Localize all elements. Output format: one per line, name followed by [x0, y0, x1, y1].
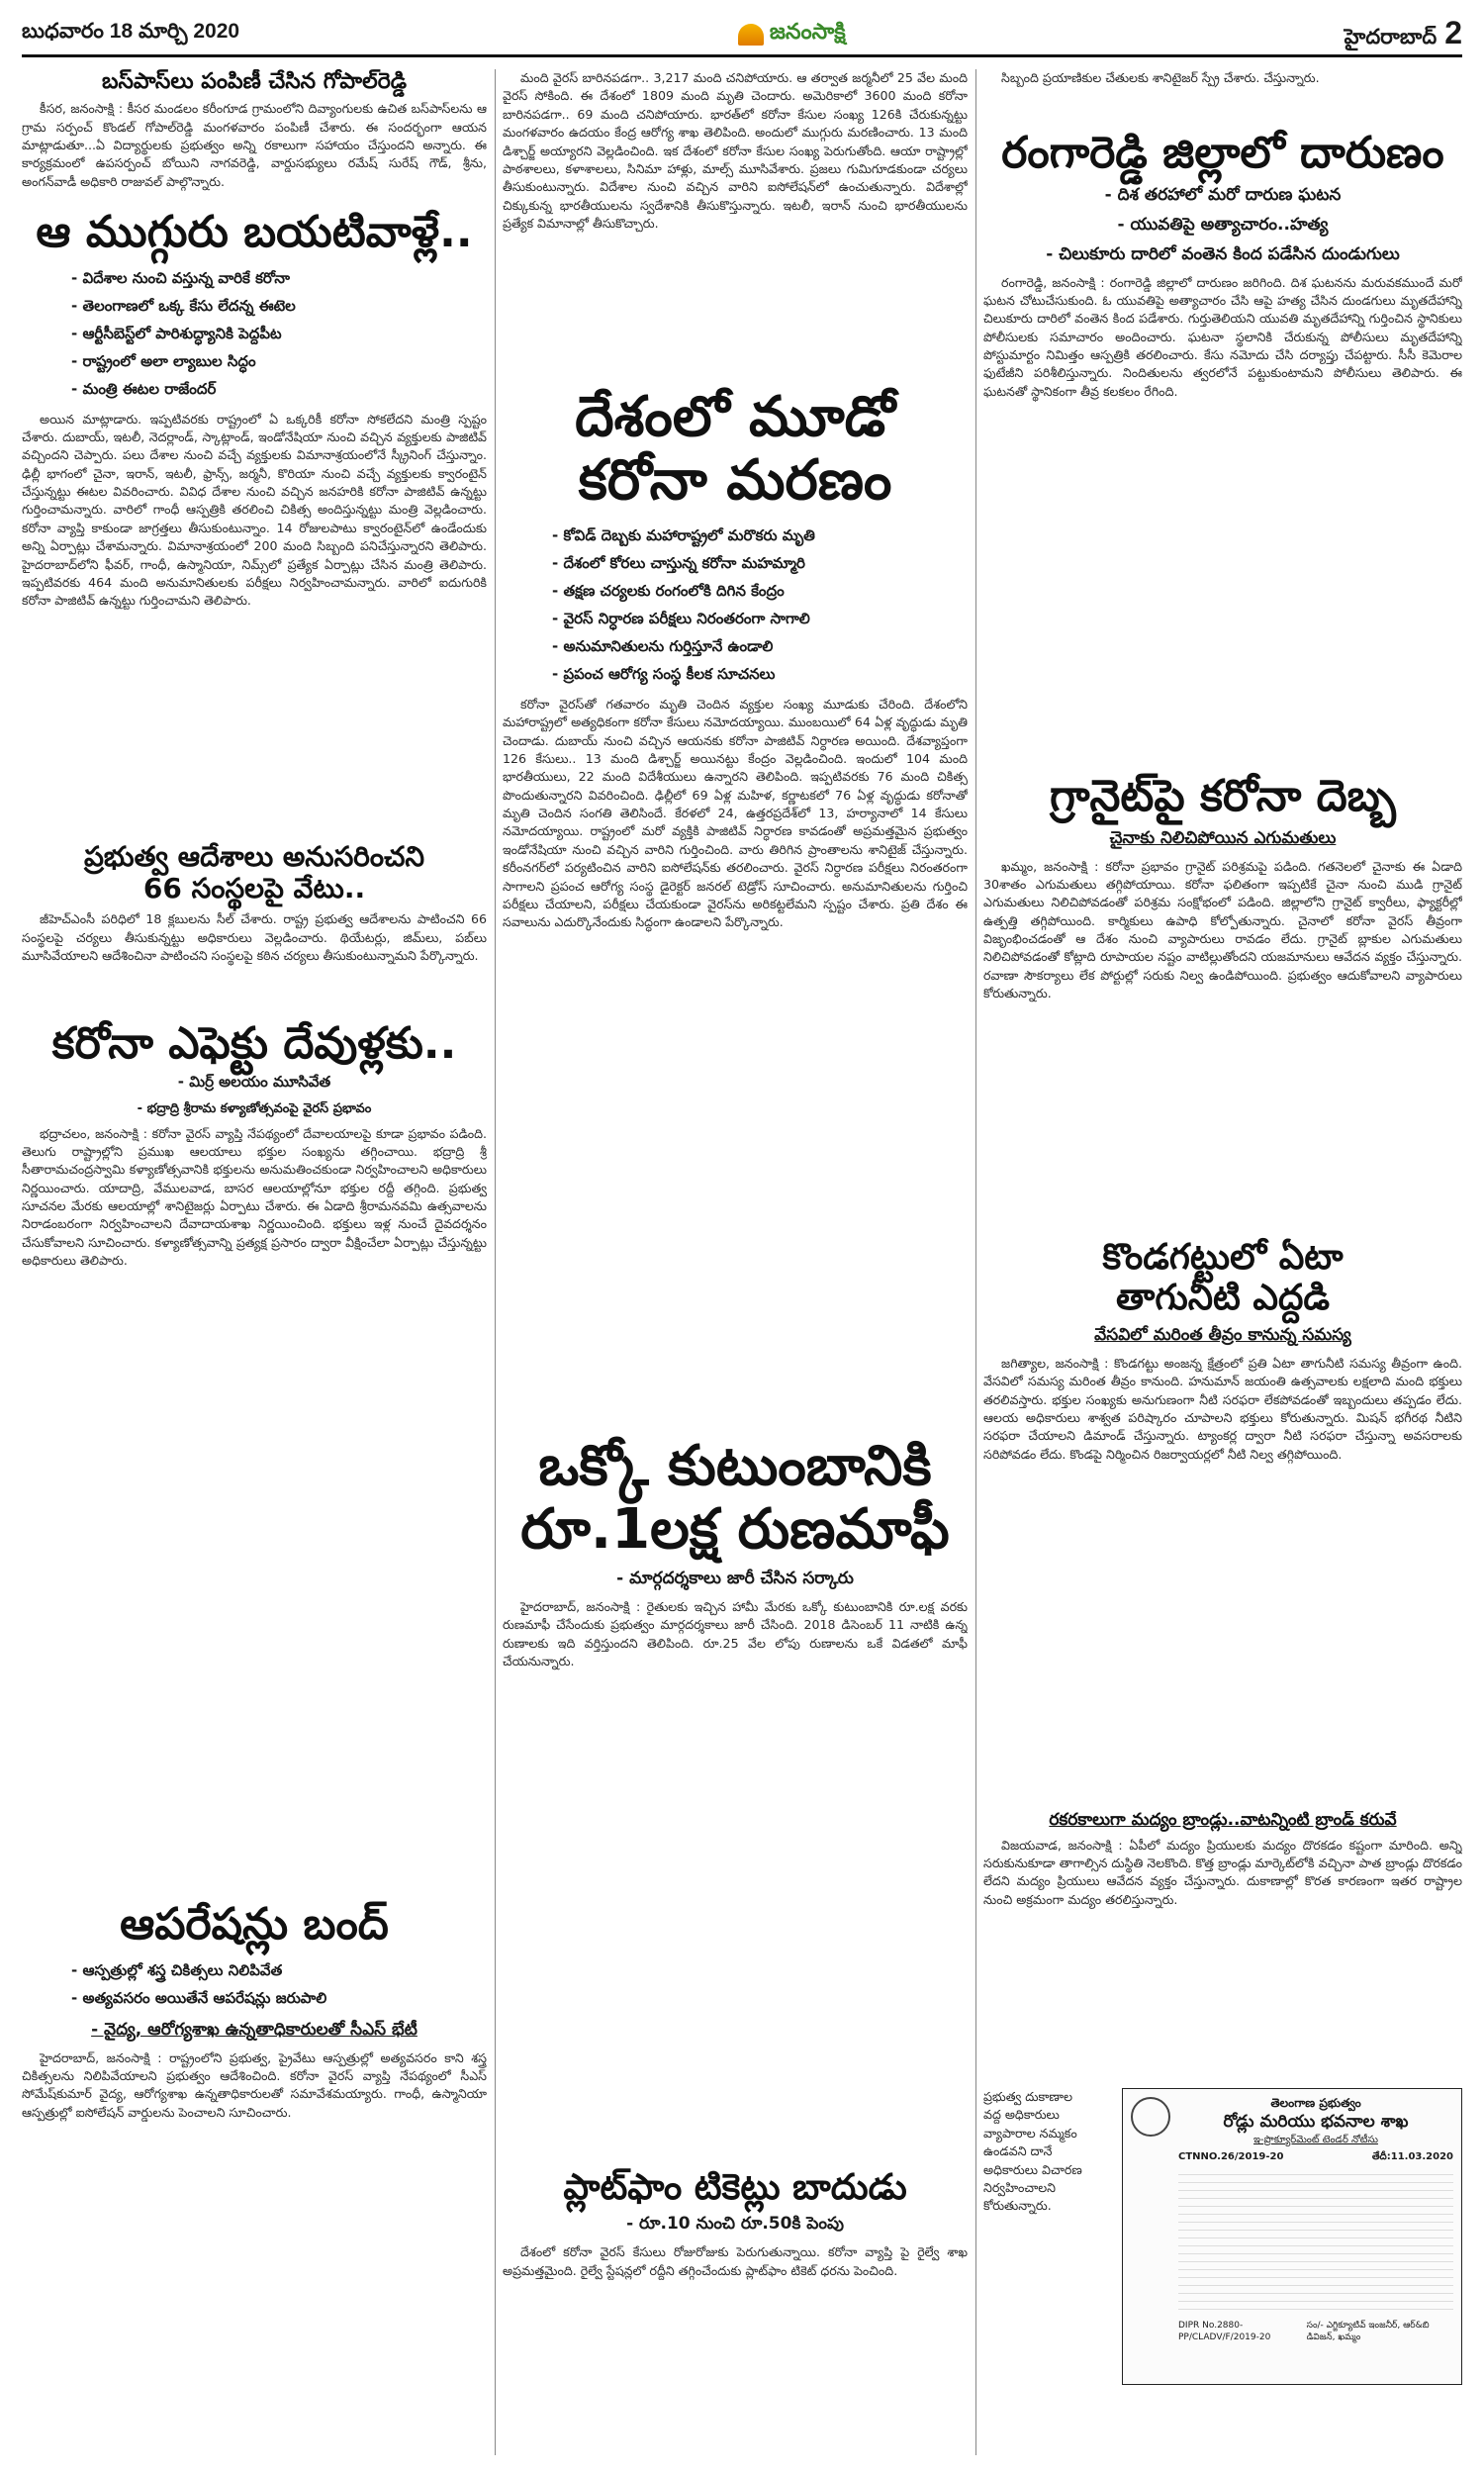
story-third-death — [503, 386, 968, 1425]
story-body: భద్రాచలం, జనంసాక్షి : కరోనా వైరస్ వ్యాప్తి నేపథ్యంలో దేవాలయాలపై కూడా ప్రభావం పడింది. తెలుగు రాష్ట్రాల్లోని ప్రముఖ ఆలయాలు భక్తుల సంఖ్యను తగ్గించాయి. భద్రాద్రి శ్రీ సీతారామచంద్రస్వామి కళ్యాణోత్సవానికి భక్తులను అనుమతించకుండా నిర్వహించాలని అధికారులు నిర్ణయించారు. యాదాద్రి, వేములవాడ, బాసర ఆలయాల్లోనూ భక్తుల రద్దీ తగ్గింది. ప్రభుత్వ సూచనల మేరకు ఆలయాల్లో శానిటైజర్లు ఏర్పాటు చేశారు. ఈ ఏడాది శ్రీరామనవమి ఉత్సవాలను నిరాడంబరంగా నిర్వహించాలని దేవాదాయశాఖ నిర్ణయించింది. భక్తులు ఇళ్ల నుంచే దైవదర్శనం చేసుకోవాలని సూచించారు. కళ్యాణోత్సవాన్ని ప్రత్యక్ష ప్రసారం ద్వారా వీక్షించేలా ఏర్పాట్లు చేస్తున్నట్టు అధికారులు తెలిపారు. — [22, 1125, 487, 1269]
ad-ref-row — [1178, 2150, 1453, 2164]
headline-line2: కరోనా మరణం — [578, 448, 892, 514]
headline: గ్రానైట్‌పై కరోనా దెబ్బ — [1050, 772, 1396, 821]
page-number: 2 — [1444, 14, 1462, 50]
masthead-right — [1345, 15, 1462, 54]
story-loan-waiver — [503, 1435, 968, 2157]
deck: - దేశంలో కోరలు చాస్తున్న కరోనా మహమ్మారి — [552, 553, 805, 572]
story-body: ఖమ్మం, జనంసాక్షి : కరోనా ప్రభావం గ్రానైట్ పరిశ్రమపై పడింది. గతనెలలో చైనాకు ఈ ఏడాది 30శాతం ఎగుమతులు తగ్గిపోయాయి. కరోనా ఫలితంగా ఇప్పటికే చైనా నుంచి ముడి గ్రానైట్ ఎగుమతులు నిలిచిపోవడంతో పరిశ్రమ సంక్షోభంలో పడింది. జిల్లాలోని గ్రానైట్ క్వారీలు, ఫ్యాక్టరీల్లో ఉత్పత్తి తగ్గిపోయింది. కార్మికులు ఉపాధి కోల్పోతున్నారు. చైనాలో కరోనా వైరస్ తీవ్రంగా విజృంభించడంతో ఆ దేశం నుంచి వ్యాపారులు రావడం లేదు. గ్రానైట్ బ్లాకుల ఎగుమతులు నిలిచిపోవడంతో కోట్లాది రూపాయల నష్టం వాటిల్లుతోందని యజమానులు ఆవేదన వ్యక్తం చేస్తున్నారు. రవాణా సౌకర్యాలు లేక పోర్టుల్లో సరుకు నిల్వ ఉండిపోయింది. ప్రభుత్వం ఆదుకోవాలని వ్యాపారులు కోరుతున్నారు. — [983, 858, 1462, 1001]
story-body: హైదరాబాద్, జనంసాక్షి : రైతులకు ఇచ్చిన హామీ మేరకు ఒక్కో కుటుంబానికి రూ.లక్ష వరకు రుణమాఫీ చేసేందుకు ప్రభుత్వం మార్గదర్శకాలు జారీ చేసింది. 2018 డిసెంబర్ 11 నాటికి ఉన్న రుణాలకు ఇది వర్తిస్తుందని తెలిపింది. రూ.25 వేల లోపు రుణాలను ఒకే విడతలో మాఫీ చేయనున్నారు. — [503, 1598, 968, 1668]
ad-footer: సం/- ఎగ్జిక్యూటివ్ ఇంజనీర్, ఆర్&బి డివిజన్, ఖమ్మం — [1306, 2321, 1430, 2343]
deck: - అత్యవసరం అయితేనే ఆపరేషన్లు జరుపాలి — [71, 1988, 327, 2007]
ad-date: తేదీ:11.03.2020 — [1371, 2150, 1453, 2162]
ad-dept: రోడ్లు మరియు భవనాల శాఖ — [1223, 2112, 1409, 2133]
story-body: దేశంలో కరోనా వైరస్ కేసులు రోజురోజుకు పెరుగుతున్నాయి. కరోనా వ్యాప్తి పై రైల్వే శాఖ అప్రమత్తమైంది. రైల్వే స్టేషన్లలో రద్దీని తగ్గించేందుకు ప్లాట్‌ఫాం టికెట్ ధరను పెంచింది. — [503, 2244, 968, 2278]
column-rule — [495, 69, 496, 2455]
headline: ఆ ముగ్గురు బయటివాళ్లే.. — [36, 208, 473, 257]
story-body: అయిన మాట్లాడారు. ఇప్పటివరకు రాష్ట్రంలో ఏ ఒక్కరికీ కరోనా సోకలేదని మంత్రి స్పష్టం చేశారు. దుబాయ్, ఇటలీ, నెదర్లాండ్, స్కాట్లాండ్, ఇండోనేషియా నుంచి వచ్చిన వ్యక్తులకు పాజిటివ్ వచ్చిందని చెప్పారు. పలు దేశాల నుంచి వచ్చే వ్యక్తులకు విమానాశ్రయంలోనే స్క్రీనింగ్ చేస్తున్నాం. ఢిల్లీ భాగంలో చైనా, ఇరాన్, ఇటలీ, ఫ్రాన్స్, జర్మనీ, కొరియా నుంచి వచ్చే వ్యక్తులకు క్వారంటైన్ చేస్తున్నట్టు ఈటల వివరించారు. వివిధ దేశాల నుంచి వచ్చిన జనహరికి కరోనా పాజిటివ్ ఉన్నట్టు గుర్తించామన్నారు. వారిలో గాంధీ ఆస్పత్రికి తరలించి చికిత్స అందిస్తున్నట్టు మంత్రి వెల్లడించారు. కరోనా వ్యాప్తి కాకుండా జాగ్రత్తలు తీసుకుంటున్నాం. 14 రోజులపాటు క్వారంటైన్‌లో ఉండేందుకు అన్ని ఏర్పాట్లు చేశామన్నారు. విమానాశ్రయంలో 200 మంది సిబ్బంది పనిచేస్తున్నారని తెలిపారు. హైదరాబాద్‌లోని ఫీవర్, గాంధీ, ఉస్మానియా, నిమ్స్‌లో ప్రత్యేక ఏర్పాట్లు చేసిన మంత్రి తెలిపారు. ఇప్పటివరకు 464 మంది అనుమానితులకు పరీక్షలు నిర్వహించామన్నారు. వారిలో ఐదుగురికి కరోనా పాజిటివ్ ఉన్నట్టు గుర్తించామని తెలిపారు. — [22, 411, 487, 609]
deck: - ఆర్టీసీబెస్ట్‌లో పారిశుద్ధ్యానికి పెద్దపీట — [71, 324, 282, 342]
deck: - ప్రపంచ ఆరోగ్య సంస్థ కీలక సూచనలు — [552, 664, 776, 683]
ad-fine-print — [1178, 2167, 1453, 2316]
headline: ఆపరేషన్లు బంద్ — [120, 1900, 389, 1950]
telangana-emblem-icon — [1131, 2097, 1170, 2137]
issue-date: బుధవారం 18 మార్చి 2020 — [22, 20, 240, 43]
edition-city: హైదరాబాద్ — [1344, 24, 1438, 48]
story-66-institutions — [22, 841, 487, 1009]
logo-text: జనంసాక్షి — [769, 19, 846, 45]
story-body: విజయవాడ, జనంసాక్షి : ఏపీలో మద్యం ప్రియులకు మద్యం దొరకడం కష్టంగా మారింది. అన్ని సరుకునుకూడా తాగాల్సిన దుస్థితి నెలకొంది. కొత్త బ్రాండ్లు మార్కెట్‌లోకి వచ్చినా పాత బ్రాండ్లు దొరకడం లేదని మద్యం ప్రియులు ఆవేదన వ్యక్తం చేస్తున్నారు. దుకాణాల్లో కొరత కారణంగా ఇతర రాష్ట్రాల నుంచి అక్రమంగా మద్యం తరలిస్తున్నారు. — [983, 1837, 1462, 1907]
headline: కరోనా ఎఫెక్టు దేవుళ్లకు.. — [51, 1019, 457, 1069]
ad-footer-row — [1178, 2320, 1453, 2343]
headline-line1: ఒక్కో కుటుంబానికి — [538, 1435, 932, 1498]
story-platform-ticket — [503, 2167, 968, 2454]
headline-line2: తాగునీటి ఎద్దడి — [1115, 1278, 1331, 1319]
deck: - తెలంగాణలో ఒక్క కేసు లేదన్న ఈటెల — [71, 296, 296, 315]
ad-ref: CTNNO.26/2019-20 — [1178, 2150, 1284, 2162]
headline-line1: దేశంలో మూడో — [575, 386, 895, 449]
deck: - అనుమానితులను గుర్తిస్తూనే ఉండాలి — [552, 636, 774, 655]
deck: - రాష్ట్రంలో అలా ల్యాబుల సిద్ధం — [71, 351, 256, 370]
deck: - దిశ తరహాలో మరో దారుణ ఘటన — [1104, 184, 1342, 205]
column-1 — [22, 69, 487, 2454]
deck: - మార్గదర్శకాలు జారీ చేసిన సర్కారు — [616, 1568, 854, 1588]
story-body: జీహెచ్‌ఎంసీ పరిధిలో 18 క్లబులను సీల్ చేశారు. రాష్ట్ర ప్రభుత్వ ఆదేశాలను పాటించని 66 సంస్థలపై చర్యలు తీసుకున్నట్టు అధికారులు వెల్లడించారు. థియేటర్లు, జిమ్‌లు, పబ్‌లు మూసివేయాలని ఆదేశించినా పాటించని సంస్థలపై కఠిన చర్యలు తీసుకుంటున్నామని పేర్కొన్నారు. — [22, 911, 487, 964]
deck: - కోవిడ్ దెబ్బకు మహారాష్ట్రలో మరొకరు మృతి — [552, 525, 815, 544]
column-3 — [983, 69, 1462, 2454]
headline: రంగారెడ్డి జిల్లాలో దారుణం — [1001, 129, 1444, 178]
headline: రకరకాలుగా మద్యం బ్రాండ్లు..వాటన్నింటి బ్రాండ్ కరువే — [1049, 1811, 1397, 1830]
deck: చైనాకు నిలిచిపోయిన ఎగుమతులు — [1109, 827, 1337, 848]
story-continued — [983, 69, 1462, 109]
story-body: కరోనా వైరస్‌తో గతవారం మృతి చెందిన వ్యక్తుల సంఖ్య మూడుకు చేరింది. దేశంలోని మహారాష్ట్రలో అత్యధికంగా కరోనా కేసులు నమోదయ్యాయి. ముంబయిలో 64 ఏళ్ల వృద్ధుడు మృతి చెందాడు. దుబాయ్ నుంచి వచ్చిన ఆయనకు కరోనా పాజిటివ్ నిర్ధారణ అయింది. దేశవ్యాప్తంగా 126 కేసులు.. 13 మంది డిశ్చార్జ్ అయినట్టు కేంద్రం వెల్లడించింది. ఇందులో 104 మంది భారతీయులు, 22 మంది విదేశీయులు ఉన్నారని తెలిపింది. ఇప్పటివరకు 76 మంది చికిత్స పొందుతున్నారని వివరించింది. ఢిల్లీలో 69 ఏళ్ల మహిళ, కర్ణాటకలో 76 ఏళ్ల వృద్ధుడు కరోనాతో మృతి చెందిన సంగతి తెలిసిందే. కేరళలో 24, ఉత్తరప్రదేశ్‌లో 13, హర్యానాలో 14 కేసులు నమోదయ్యాయి. రాష్ట్రంలో మరో వ్యక్తికి పాజిటివ్ నిర్ధారణ కావడంతో అప్రమత్తమైన ప్రభుత్వం ఇండోనేషియా నుంచి వచ్చిన వారిని గుర్తించింది. వారు తిరిగిన ప్రాంతాలను శానిటైజ్ చేస్తున్నారు. కరీంనగర్‌లో పర్యటించిన వారిని ఐసోలేషన్‌కు తరలించారు. వైరస్ నిర్ధారణ పరీక్షలు నిరంతరంగా సాగాలని ప్రపంచ ఆరోగ్య సంస్థ డైరెక్టర్ జనరల్ టెడ్రోస్ సూచించారు. అనుమానితులను గుర్తించి పరీక్షలు చేయాలని, పరీక్షలు చేయకుండా వైరస్‌ను అరికట్టలేమని స్పష్టం చేశారు. ప్రతి దేశం ఈ సవాలును ఎదుర్కొనేందుకు సిద్ధంగా ఉండాలని పేర్కొన్నారు. — [503, 696, 968, 930]
story-short-left — [983, 2088, 1092, 2454]
deck: - విదేశాల నుంచి వస్తున్న వారికే కరోనా — [71, 268, 290, 287]
story-body: మంది వైరస్ బారినపడగా.. 3,217 మంది చనిపోయారు. ఆ తర్వాత జర్మనీలో 25 వేల మంది వైరస్ సోకింది. ఈ దేశంలో 1809 మంది మృతి చెందారు. అమెరికాలో 3600 మంది కరోనా బారినపడగా.. 69 మంది చనిపోయారు. భారత్‌లో కరోనా కేసుల సంఖ్య 126కి చేరుకున్నట్టు మంగళవారం ఉదయం కేంద్ర ఆరోగ్య శాఖ తెలిపింది. అందులో ముగ్గురు మరణించారు. 13 మంది డిశ్చార్జ్ అయ్యారని వెల్లడించింది. ఇక దేశంలో కరోనా కేసుల సంఖ్య పెరుగుతోంది. ఆయా రాష్ట్రాల్లో పాఠశాలలు, కళాశాలలు, సినిమా హాళ్లు, మాల్స్ మూసివేశారు. ప్రజలు గుమిగూడకుండా చర్యలు తీసుకుంటున్నారు. విదేశాల నుంచి వచ్చిన వారిని ఐసోలేషన్‌లో ఉంచుతున్నారు. విదేశాల్లో చిక్కుకున్న భారతీయులను స్వదేశానికి తీసుకొస్తున్నారు. ఇటలీ, ఇరాన్ నుంచి భారతీయులను ప్రత్యేక విమానాల్లో తీసుకొచ్చారు. — [503, 70, 968, 231]
deck: - యువతిపై అత్యాచారం..హత్య — [1117, 214, 1329, 235]
deck: - వైరస్ నిర్ధారణ పరీక్షలు నిరంతరంగా సాగాలి — [552, 609, 810, 627]
headline: బస్‌పాస్‌లు పంపిణీ చేసిన గోపాల్‌రెడ్డి — [101, 69, 408, 94]
newspaper-logo — [738, 20, 846, 49]
dateline: - భద్రాద్రి శ్రీరామ కళ్యాణోత్సవంపై వైరస్ ప్రభావం — [137, 1100, 372, 1116]
story-liquor-brands — [983, 1811, 1462, 2078]
deck: - ఆస్పత్రుల్లో శస్త్ర చికిత్సలు నిలిపివేత — [71, 1960, 283, 1979]
byline: - మిర్ర్ అలయం మూసివేత — [177, 1072, 331, 1091]
headline: ప్లాట్‌ఫాం టికెట్లు బాదుడు — [563, 2167, 907, 2208]
column-2 — [503, 69, 968, 2454]
headline-line1: కొండగట్టులో ఏటా — [1102, 1237, 1344, 1278]
story-body: సిబ్బంది ప్రయాణికుల చేతులకు శానిటైజర్ స్ప్రే చేశారు. చేస్తున్నారు. — [1001, 70, 1320, 85]
ad-notice: ఇ-ప్రొక్యూర్‌మెంట్ టెండర్ నోటీసు — [1253, 2135, 1378, 2146]
deck: - రూ.10 నుంచి రూ.50కి పెంపు — [626, 2214, 844, 2235]
deck: - తక్షణ చర్యలకు రంగంలోకి దిగిన కేంద్రం — [552, 581, 785, 600]
story-body: హైదరాబాద్, జనంసాక్షి : రాష్ట్రంలోని ప్రభుత్వ, ప్రైవేటు ఆస్పత్రుల్లో అత్యవసరం కాని శస్త్ర చికిత్సలను నిలిపివేయాలని ప్రభుత్వం ఆదేశించింది. కరోనా వైరస్ వ్యాప్తి నేపథ్యంలో సీఎస్ సోమేష్‌కుమార్ వైద్య, ఆరోగ్యశాఖ ఉన్నతాధికారులతో సమావేశమయ్యారు. గాంధీ, ఉస్మానియా ఆస్పత్రుల్లో ఐసోలేషన్ వార్డులను పెంచాలని సూచించారు. — [22, 2049, 487, 2120]
story-three-outsiders — [22, 208, 487, 831]
masthead — [22, 14, 1462, 57]
story-body: జగిత్యాల, జనంసాక్షి : కొండగట్టు అంజన్న క్షేత్రంలో ప్రతి ఏటా తాగునీటి సమస్య తీవ్రంగా ఉంది. వేసవిలో సమస్య మరింత తీవ్రం కానుంది. హనుమాన్ జయంతి ఉత్సవాలకు లక్షలాది మంది భక్తులు తరలివస్తారు. భక్తుల సంఖ్యకు అనుగుణంగా నీటి సరఫరా లేకపోవడంతో ఇబ్బందులు తప్పడం లేదు. ఆలయ అధికారులు శాశ్వత పరిష్కారం చూపాలని భక్తులు కోరుతున్నారు. మిషన్ భగీరథ నీటిని సరఫరా చేయాలని డిమాండ్ చేస్తున్నారు. ట్యాంకర్ల ద్వారా నీటి సరఫరా చేస్తున్నా అవసరాలకు సరిపోవడం లేదు. కొండపై నిర్మించిన రిజర్వాయర్లలో నీటి నిల్వ తగ్గిపోయింది. — [983, 1355, 1462, 1462]
subhead: - వైద్య, ఆరోగ్యశాఖ ఉన్నతాధికారులతో సీఎస్ భేటీ — [91, 2019, 417, 2040]
headline-line1: ప్రభుత్వ ఆదేశాలు అనుసరించని — [83, 841, 425, 873]
ad-gov: తెలంగాణ ప్రభుత్వం — [1270, 2096, 1361, 2110]
deck: - చిలుకూరు దారిలో వంతెన కింద పడేసిన దుండుగులు — [1046, 243, 1400, 264]
headline-line2: రూ.1లక్ష రుణమాఫీ — [520, 1497, 950, 1563]
sun-logo-icon — [738, 24, 764, 46]
tender-notice-ad — [1122, 2088, 1462, 2385]
story-temples — [22, 1019, 487, 1890]
column-rule — [975, 69, 976, 2455]
story-operations — [22, 1900, 487, 2454]
ad-dipr: DIPR No.2880-PP/CLADV/F/2019-20 — [1178, 2321, 1271, 2343]
story-body: రంగారెడ్డి, జనంసాక్షి : రంగారెడ్డి జిల్లాలో దారుణం జరిగింది. దిశ ఘటనను మరువకముందే మరో ఘటన చోటుచేసుకుంది. ఓ యువతిపై అత్యాచారం చేసి ఆపై హత్య చేసిన దుండగులు మృతదేహాన్ని చిలుకూరు దారిలో వంతెన కింద పడేశారు. గుర్తుతెలియని యువతి మృతదేహాన్ని గుర్తించిన స్థానికులు పోలీసులకు సమాచారం అందించారు. ఘటనా స్థలానికి చేరుకున్న పోలీసులు మృతదేహాన్ని పోస్టుమార్టం నిమిత్తం ఆస్పత్రికి తరలించారు. కేసు నమోదు చేసి దర్యాప్తు చేపట్టారు. సీసీ కెమెరాల ఫుటేజీని పరిశీలిస్తున్నారు. నిందితులను త్వరలోనే పట్టుకుంటామని పోలీసులు తెలిపారు. ఈ ఘటనతో స్థానికంగా తీవ్ర కలకలం రేగింది. — [983, 274, 1462, 399]
headline-line2: 66 సంస్థలపై వేటు.. — [142, 872, 366, 905]
story-kondagattu — [983, 1237, 1462, 1801]
story-body: ప్రభుత్వ దుకాణాల వద్ద అధికారులు వ్యాపారాల నమ్మకం ఉండవని దానే అధికారులు విచారణ నిర్వహించాలని కోరుతున్నారు. — [983, 2089, 1082, 2214]
story-granite — [983, 772, 1462, 1227]
deck: - మంత్రి ఈటల రాజేందర్ — [71, 379, 217, 398]
story-body: కీసర, జనంసాక్షి : కీసర మండలం కరీంగూడ గ్రామంలోని దివ్యాంగులకు ఉచిత బస్‌పాస్‌లను ఆ గ్రామ సర్పంచ్ కొండల్ గోపాల్‌రెడ్డి మంగళవారం పంపిణీ చేశారు. ఈ సందర్భంగా ఆయన మాట్లాడుతూ...ఏ విద్యార్థులకు ప్రభుత్వం అన్ని రకాలుగా సహాయం చేస్తుందని అన్నారు. ఈ కార్యక్రమంలో ఉపసర్పంచ్ బోయిని నాగవరెడ్డి, వార్డుసభ్యులు రమేష్ సురేష్ గౌడ్, శ్రీను, అంగన్‌వాడీ అధికారి రాజువల్ పాల్గొన్నారు. — [22, 101, 487, 189]
story-rangareddy — [983, 129, 1462, 762]
story-buspass — [22, 69, 487, 198]
deck: వేసవిలో మరింత తీవ్రం కానున్న సమస్య — [1094, 1324, 1351, 1345]
story-world-covid — [503, 69, 968, 376]
